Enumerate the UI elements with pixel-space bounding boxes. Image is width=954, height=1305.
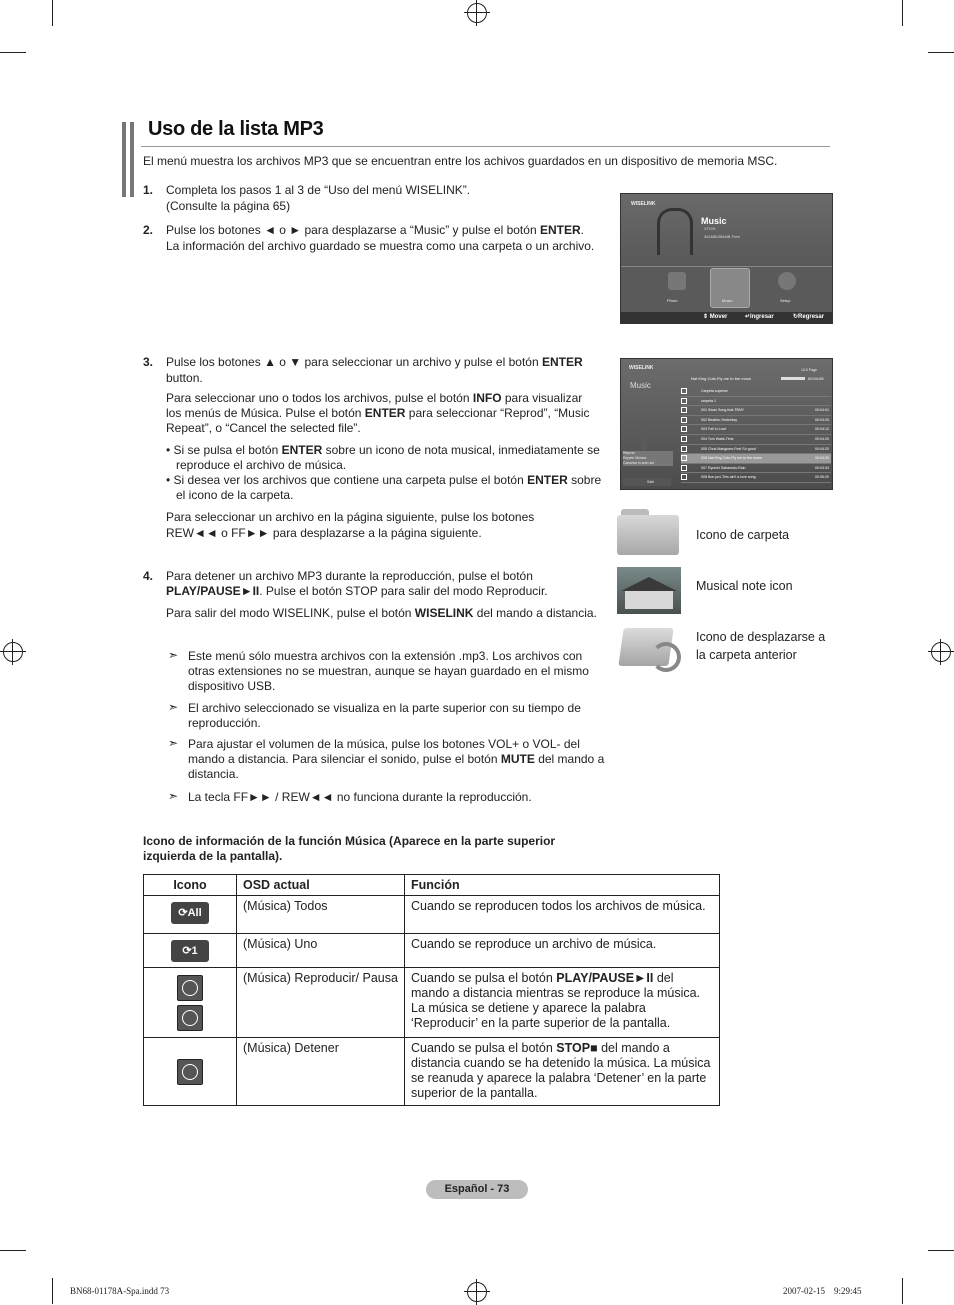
step4-line3 <box>166 606 597 621</box>
step-number: 1. <box>143 183 154 197</box>
osd-cell: (Música) Detener <box>237 1038 405 1106</box>
file-name: 007 Ryuichi Sakamoto-Rain <box>701 465 746 470</box>
note2-line1: El archivo seleccionado se visualiza en la parte superior con su tiempo de <box>188 701 581 715</box>
play-icon <box>177 975 203 1001</box>
title-rule <box>141 146 830 147</box>
table-row <box>144 1038 720 1106</box>
legend-folder-label: Icono de carpeta <box>696 528 790 542</box>
text: Para salir del modo WISELINK, pulse el botón <box>166 606 415 620</box>
page-number-badge: Español - 73 <box>426 1180 528 1199</box>
crop-mark <box>902 1278 903 1304</box>
step3-para3-line1: Para seleccionar un archivo en la página siguiente, pulse los botones <box>166 510 535 524</box>
file-row[interactable] <box>681 397 831 407</box>
table-row <box>144 896 720 934</box>
footer-date: 2007-02-15 9:29:45 <box>783 1286 862 1296</box>
note4-line1: La tecla FF►► / REW◄◄ no funciona durante la reproducción. <box>188 790 532 804</box>
music-info-table <box>143 874 720 1106</box>
step3-bullet2-line1 <box>166 473 601 488</box>
text: sobre <box>567 473 602 487</box>
crop-mark <box>902 0 903 26</box>
file-time: 00:03:34 <box>815 465 829 470</box>
function-cell <box>405 1038 720 1106</box>
nav-back-label: Regresar <box>798 314 825 320</box>
file-time: 00:04:12 <box>815 427 829 432</box>
step3-line2: button. <box>166 371 203 385</box>
checkbox[interactable] <box>681 407 687 413</box>
registration-mark-icon <box>931 642 951 662</box>
menu-item-photo[interactable]: Photo <box>667 298 678 303</box>
file-name: 008 Bon jovi-This ain't a love song <box>701 475 756 480</box>
note2-line2: reproducción. <box>188 716 261 730</box>
repeat-one-icon: ⟳1 <box>171 940 209 962</box>
step1-line2: (Consulte la página 65) <box>166 199 291 213</box>
registration-mark-icon <box>467 3 487 23</box>
file-row[interactable] <box>681 464 831 474</box>
text: Cuando se pulsa el botón <box>411 1041 557 1055</box>
table-row <box>144 934 720 968</box>
step1-line1: Completa los pasos 1 al 3 de “Uso del menú WISELINK”. <box>166 183 471 197</box>
file-time: 00:05:20 <box>815 475 829 480</box>
text: • Si se pulsa el botón <box>166 443 282 457</box>
step3-bullet2-line2: el icono de la carpeta. <box>176 488 294 502</box>
file-name: Carpeta superior <box>701 389 728 393</box>
checkbox[interactable] <box>681 465 687 471</box>
setup-icon[interactable] <box>778 272 796 290</box>
key-label: ENTER <box>527 473 568 487</box>
key-label: ENTER <box>364 406 406 420</box>
wiselink-logo: WISELINK <box>631 201 656 207</box>
text: Pulse los botones ▲ o ▼ para seleccionar un archivo y pulse el botón <box>166 355 542 369</box>
file-row[interactable] <box>681 416 831 426</box>
checkbox[interactable] <box>681 426 687 432</box>
step3-para2-line2 <box>166 406 590 421</box>
text: mando a distancia. Para silenciar el sonido, pulse el botón <box>188 752 501 766</box>
icon-cell <box>144 934 237 968</box>
text: del mando a distancia mientras se reproduce la música. La música se detiene y aparece la palabra ‘Reproducir’ en la parte superior de la pantalla. <box>411 971 701 1030</box>
step2-line1 <box>166 223 584 238</box>
legend-back-label-1: Icono de desplazarse a <box>696 630 826 644</box>
legend-back-label-2: la carpeta anterior <box>696 648 797 662</box>
wiselink-logo: WISELINK <box>629 365 654 371</box>
photo-icon[interactable] <box>668 272 686 290</box>
file-time: 00:04:20 <box>815 436 829 441</box>
text: Cuando se pulsa el botón <box>411 971 557 985</box>
key-label: PLAY/PAUSE►II <box>556 971 654 985</box>
music-note-icon <box>641 424 665 454</box>
key-label: WISELINK <box>414 606 474 620</box>
osd-cell: (Música) Uno <box>237 934 405 968</box>
folder-up-icon <box>621 624 679 670</box>
key-label: INFO <box>472 391 502 405</box>
crop-mark <box>52 0 53 26</box>
text: los menús de Música. Pulse el botón <box>166 406 365 420</box>
file-time: 00:04:20 <box>815 417 829 422</box>
crop-mark <box>0 52 26 53</box>
exit-button[interactable]: Salir <box>623 478 671 486</box>
note-arrow-icon: ➣ <box>168 700 179 714</box>
progress-bar <box>781 377 805 380</box>
text: sobre un icono de nota musical, inmediatamente se <box>322 443 600 457</box>
nav-move: ⇕ Mover <box>703 314 728 320</box>
note3-line2 <box>188 752 604 767</box>
step2-line2: La información del archivo guardado se muestra como una carpeta o un archivo. <box>166 239 595 253</box>
nav-move-label: Mover <box>709 314 728 320</box>
file-name: 005 Chuk Mangione-Feel So good <box>701 446 756 451</box>
key-label: ENTER <box>539 223 581 237</box>
text: del mando a distancia cuando se ha detenido la música. La música se reanuda y aparece la palabra ‘Detener’ en la parte superior de la pantalla. <box>411 1041 711 1100</box>
now-playing: Nat King Cole-Fly me to the moon <box>691 376 752 381</box>
checkbox[interactable] <box>681 474 687 480</box>
text: • Si desea ver los archivos que contiene una carpeta pulse el botón <box>166 473 528 487</box>
icon-cell <box>144 968 237 1038</box>
text: Para seleccionar uno o todos los archivos, pulse el botón <box>166 391 473 405</box>
file-name: 004 Tom Waits-Time <box>701 436 734 441</box>
function-cell <box>405 968 720 1038</box>
note3-line3: distancia. <box>188 767 239 781</box>
page-indicator: 1/10 Page <box>801 368 817 372</box>
menu-item-music[interactable]: Music <box>722 298 733 303</box>
title-accent-bar <box>122 122 136 197</box>
step3-bullet1-line1 <box>166 443 600 458</box>
file-name: 001 Swan Song feat.TBNY <box>701 408 744 413</box>
file-name: carpeta 1 <box>701 398 716 403</box>
text: para seleccionar “Reprod”, “Music <box>405 406 590 420</box>
note-arrow-icon: ➣ <box>168 736 179 750</box>
menu-option-repeat[interactable]: Repetir Música <box>623 456 647 460</box>
screen-heading: Music <box>701 216 727 226</box>
header-icon: Icono <box>144 875 237 896</box>
music-thumbnail-icon <box>617 567 681 614</box>
icon-cell <box>144 1038 237 1106</box>
step3-para2-line1 <box>166 391 582 406</box>
stop-icon <box>177 1059 203 1085</box>
text: para visualizar <box>501 391 583 405</box>
crop-mark <box>0 1250 26 1251</box>
menu-option-cancel[interactable]: Cancelar el arch sel <box>623 461 654 465</box>
legend-music-label: Musical note icon <box>696 579 793 593</box>
file-row[interactable] <box>681 473 831 483</box>
step3-para3-line2: REW◄◄ o FF►► para desplazarse a la página siguiente. <box>166 526 482 540</box>
step-number: 3. <box>143 355 154 369</box>
now-playing-time: 00:04:05 <box>808 376 824 381</box>
step-number: 2. <box>143 223 154 237</box>
key-label: STOP■ <box>556 1041 598 1055</box>
file-name: 003 Fall in Love <box>701 427 727 432</box>
table-heading-line2: izquierda de la pantalla). <box>143 849 283 863</box>
crop-mark <box>928 1250 954 1251</box>
nav-enter-label: Ingresar <box>750 314 774 320</box>
note-arrow-icon: ➣ <box>168 648 179 662</box>
note3-line1: Para ajustar el volumen de la música, pulse los botones VOL+ o VOL- del <box>188 737 580 751</box>
intro-text: El menú muestra los archivos MP3 que se encuentran entre los achivos guardados en un dispositivo de memoria MSC. <box>143 154 778 168</box>
note-arrow-icon: ➣ <box>168 789 179 803</box>
text: Pulse los botones ◄ o ► para desplazarse a “Music” y pulse el botón <box>166 223 540 237</box>
key-label: MUTE <box>500 752 535 766</box>
checkbox[interactable] <box>681 417 687 423</box>
text: del mando a distancia. <box>473 606 597 620</box>
header-osd: OSD actual <box>237 875 405 896</box>
checkbox[interactable] <box>681 398 687 404</box>
file-row[interactable] <box>681 435 831 445</box>
nav-back: ↻Regresar <box>793 314 825 320</box>
function-cell: Cuando se reproduce un archivo de música. <box>405 934 720 968</box>
step3-para2-line3: Repeat”, o “Cancel the selected file”. <box>166 421 361 435</box>
free-space: 361MB/384MB Free <box>704 234 740 239</box>
table-heading-line1: Icono de información de la función Música (Aparece en la parte superior <box>143 834 556 848</box>
text: . Pulse el botón STOP para salir del modo Reproducir. <box>259 584 548 598</box>
file-name: 006 Nat King Cole-Fly me to the moon <box>701 456 763 461</box>
function-cell: Cuando se reproducen todos los archivos de música. <box>405 896 720 934</box>
headphones-icon <box>657 208 693 255</box>
checkbox[interactable] <box>681 446 687 452</box>
file-time: 00:04:01 <box>815 408 829 413</box>
checkbox[interactable] <box>681 388 687 394</box>
music-list-screenshot <box>620 358 833 490</box>
wiselink-menu-screenshot <box>620 193 833 324</box>
registration-mark-icon <box>467 1282 487 1302</box>
crop-mark <box>928 52 954 53</box>
table-row <box>144 968 720 1038</box>
file-name: 002 Beatles-Yesterday <box>701 417 738 422</box>
table-header-row <box>144 875 720 896</box>
pause-icon <box>177 1005 203 1031</box>
note1-line1: Este menú sólo muestra archivos con la extensión .mp3. Los archivos con <box>188 649 583 663</box>
step4-line2 <box>166 584 548 599</box>
step-number: 4. <box>143 569 154 583</box>
file-time: 00:04:20 <box>815 446 829 451</box>
nav-enter: ↵Ingresar <box>745 314 774 320</box>
checkbox[interactable] <box>681 436 687 442</box>
file-time: 00:04:20 <box>815 456 829 461</box>
header-function: Función <box>405 875 720 896</box>
text: del mando a <box>534 752 605 766</box>
footer-filename: BN68-01178A-Spa.indd 73 <box>70 1286 170 1296</box>
page-title: Uso de la lista MP3 <box>148 118 324 140</box>
file-list <box>681 387 831 483</box>
note1-line2: otras extensiones no se muestran, aunque se hayan guardado en el mismo <box>188 664 589 678</box>
crop-mark <box>52 1278 53 1304</box>
file-row[interactable] <box>681 425 831 435</box>
menu-item-setup[interactable]: Setup <box>780 298 791 303</box>
file-row[interactable] <box>681 387 831 397</box>
file-row[interactable] <box>681 406 831 416</box>
icon-cell <box>144 896 237 934</box>
file-row[interactable] <box>681 445 831 455</box>
text: . <box>580 223 584 237</box>
file-row[interactable] <box>681 454 831 464</box>
checkbox[interactable] <box>681 455 687 461</box>
note1-line3: dispositivo USB. <box>188 679 276 693</box>
section-label: Music <box>630 381 651 390</box>
folder-icon <box>617 509 679 555</box>
step4-line1: Para detener un archivo MP3 durante la reproducción, pulse el botón <box>166 569 533 583</box>
context-menu <box>623 451 673 466</box>
device-name: XTICK <box>704 226 716 231</box>
osd-cell: (Música) Todos <box>237 896 405 934</box>
step3-line1 <box>166 355 583 370</box>
step3-bullet1-line2: reproduce el archivo de música. <box>176 458 347 472</box>
key-label: ENTER <box>281 443 323 457</box>
key-label: ENTER <box>541 355 583 369</box>
registration-mark-icon <box>3 642 23 662</box>
osd-cell: (Música) Reproducir/ Pausa <box>237 968 405 1038</box>
repeat-all-icon: ⟳All <box>171 902 209 924</box>
menu-option-play[interactable]: Reprod <box>623 451 635 455</box>
key-label: PLAY/PAUSE►II <box>166 584 260 598</box>
